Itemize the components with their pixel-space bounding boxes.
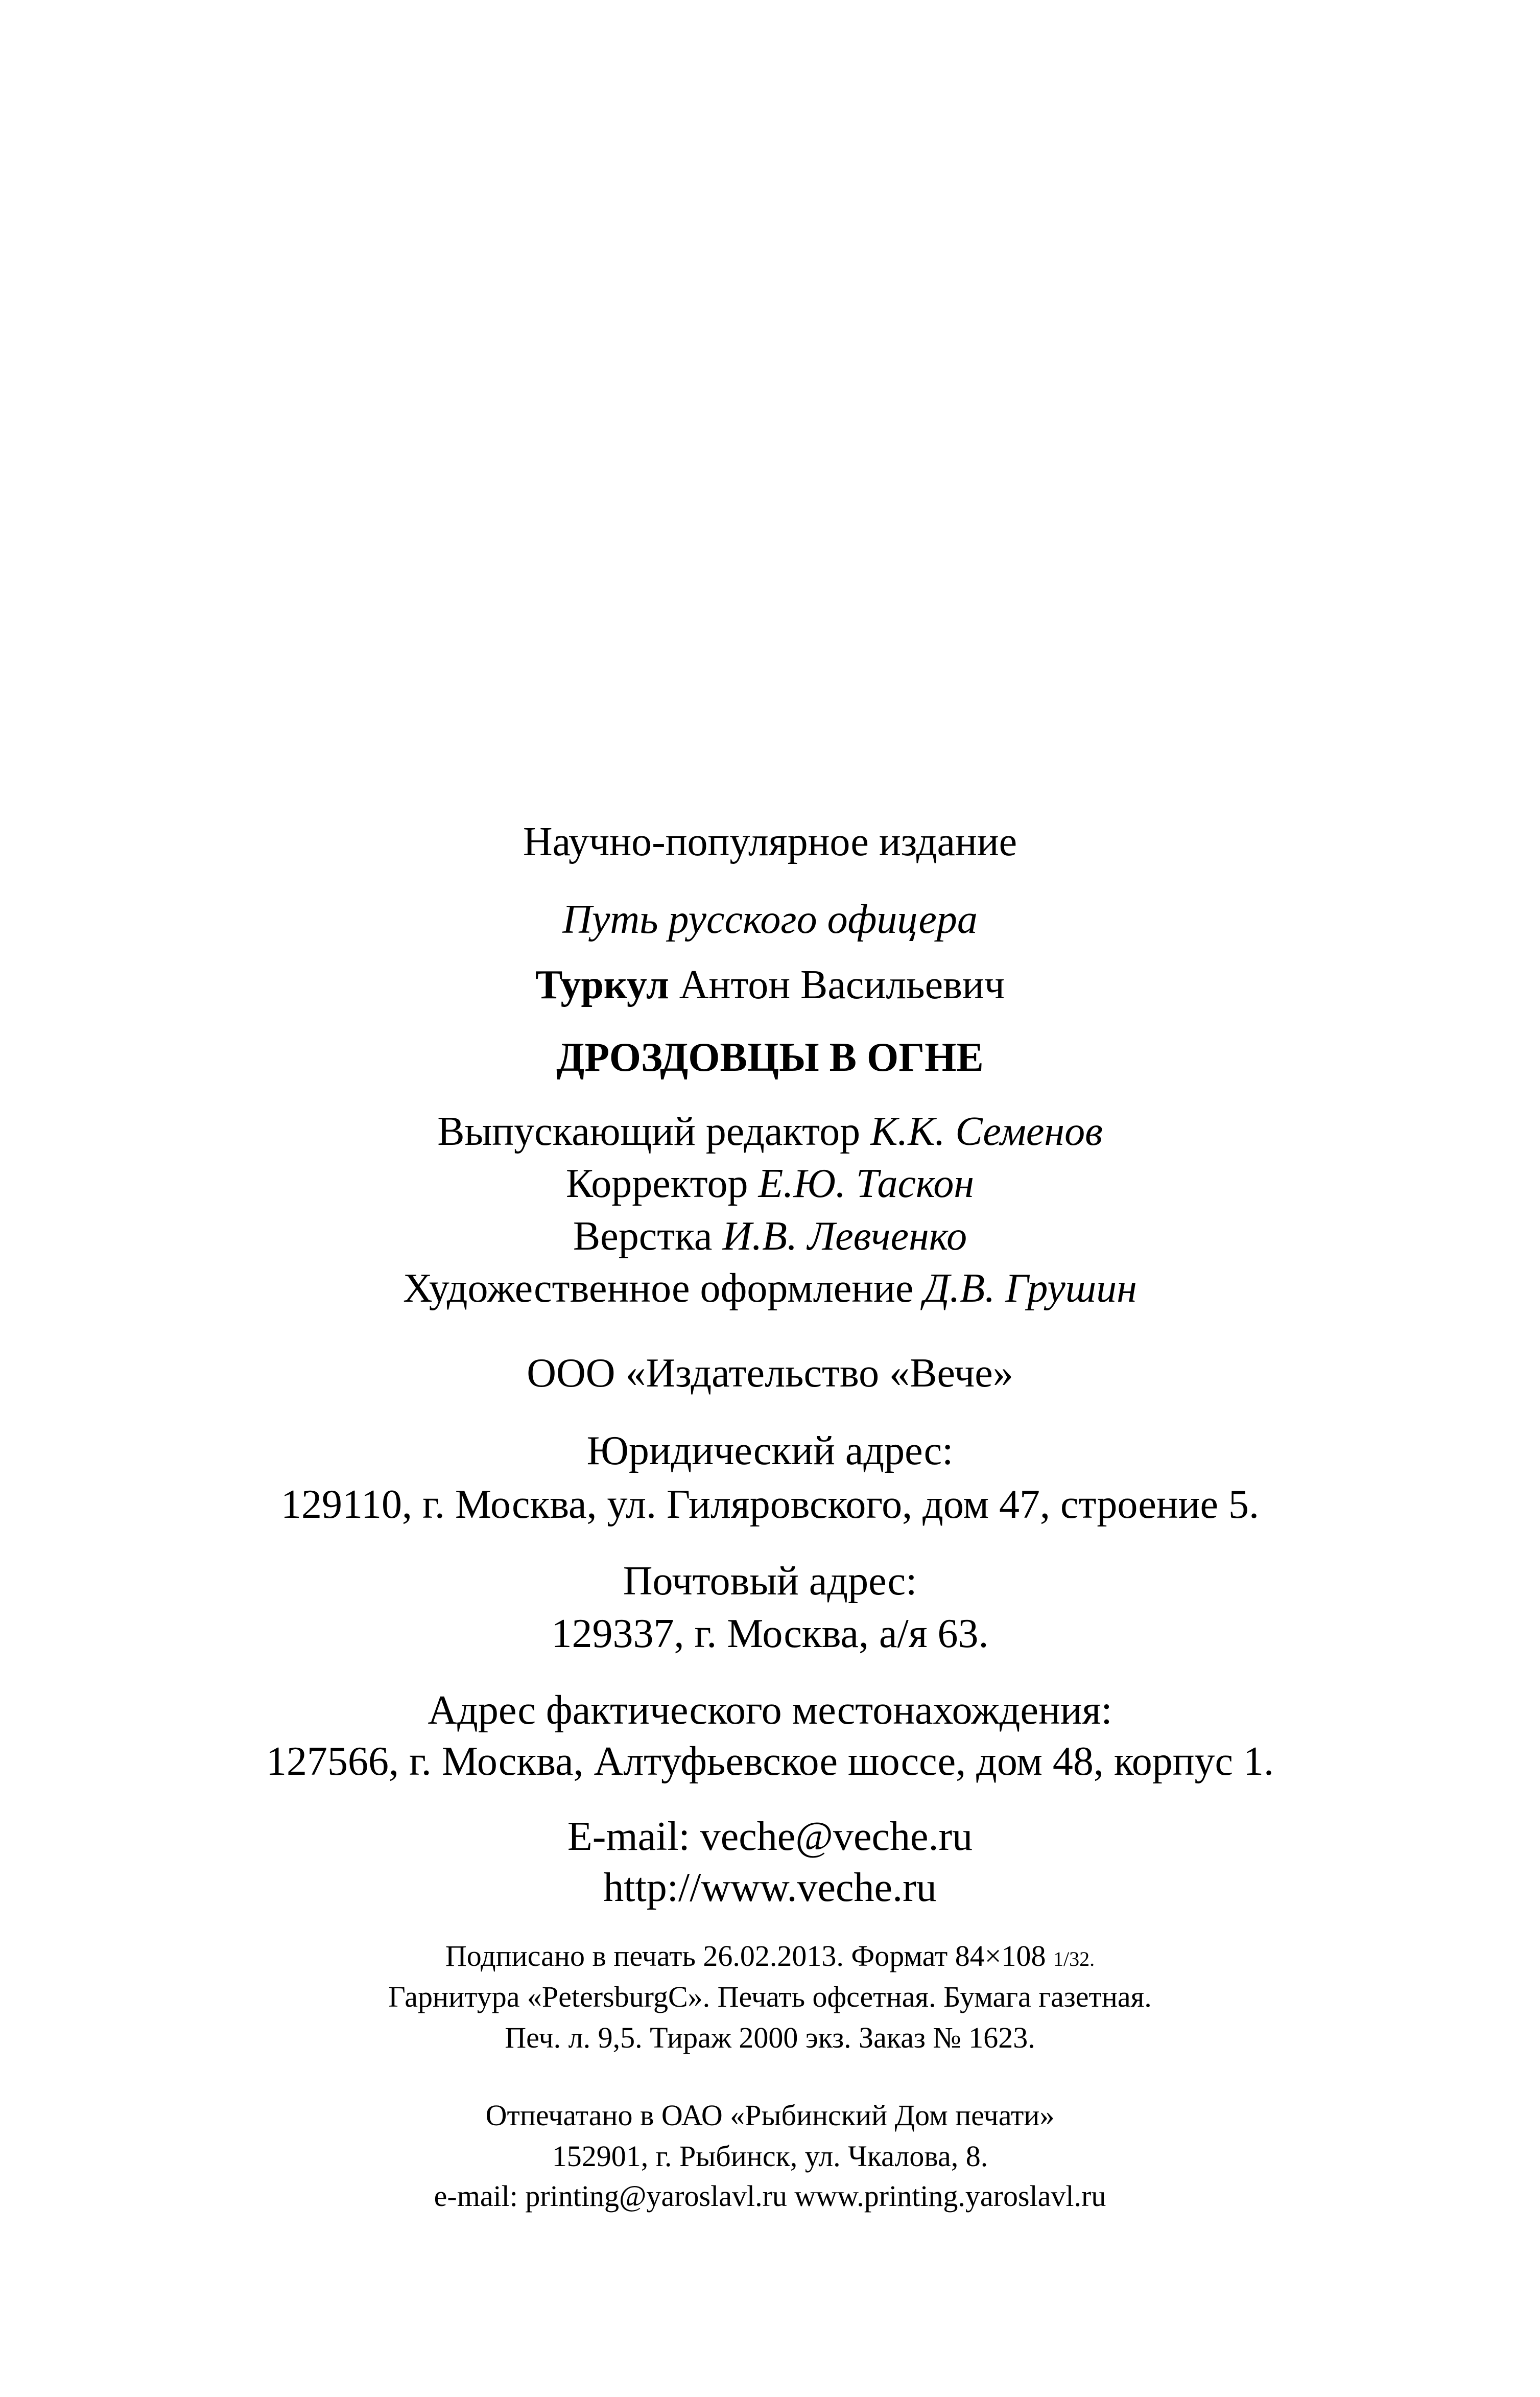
credit-layout (0, 1216, 1540, 1257)
credit-role: Верстка (573, 1214, 713, 1259)
credit-editor (0, 1111, 1540, 1152)
print-info-format-fraction: 1/32. (1053, 1947, 1095, 1970)
credit-role: Художественное оформление (403, 1266, 914, 1311)
print-info-line-2: Гарнитура «PetersburgC». Печать офсетная. Бумага газетная. (388, 1980, 1152, 2013)
credit-person: И.В. Левченко (722, 1214, 967, 1259)
print-info-line-3: Печ. л. 9,5. Тираж 2000 экз. Заказ № 1623. (505, 2021, 1035, 2054)
postal-address: 129337, г. Москва, а/я 63. (551, 1611, 989, 1656)
author-surname: Туркул (535, 962, 669, 1007)
credit-person: К.К. Семенов (870, 1109, 1103, 1154)
printer-line-2: 152901, г. Рыбинск, ул. Чкалова, 8. (552, 2140, 988, 2173)
publisher-name: ООО «Издательство «Вече» (527, 1351, 1013, 1396)
series-title: Путь русского офицера (562, 897, 978, 942)
edition-type: Научно-популярное издание (523, 819, 1017, 864)
print-info-text: Подписано в печать 26.02.2013. Формат 84×108 (445, 1939, 1046, 1972)
credit-role: Выпускающий редактор (437, 1109, 861, 1154)
credit-art-design (0, 1268, 1540, 1309)
print-info-line-1 (0, 1941, 1540, 1971)
author-name: Антон Васильевич (679, 962, 1005, 1007)
printer-line-3: e-mail: printing@yaroslavl.ru www.printing.yaroslavl.ru (434, 2179, 1106, 2213)
legal-address: 129110, г. Москва, ул. Гиляровского, дом 47, строение 5. (281, 1482, 1259, 1527)
author-line (0, 962, 1540, 1007)
actual-address-label: Адрес фактического местонахождения: (428, 1688, 1112, 1733)
credit-person: Е.Ю. Таскон (758, 1161, 975, 1206)
printer-line-1: Отпечатано в ОАО «Рыбинский Дом печати» (485, 2099, 1055, 2132)
postal-address-label: Почтовый адрес: (623, 1559, 917, 1604)
publisher-website: http://www.veche.ru (603, 1865, 937, 1910)
credit-person: Д.В. Грушин (923, 1266, 1137, 1311)
publisher-email: E-mail: veche@veche.ru (567, 1814, 973, 1859)
actual-address: 127566, г. Москва, Алтуфьевское шоссе, дом 48, корпус 1. (266, 1739, 1274, 1784)
legal-address-label: Юридический адрес: (586, 1428, 954, 1473)
book-title: ДРОЗДОВЦЫ В ОГНЕ (556, 1035, 984, 1080)
credit-corrector (0, 1163, 1540, 1204)
credit-role: Корректор (565, 1161, 748, 1206)
